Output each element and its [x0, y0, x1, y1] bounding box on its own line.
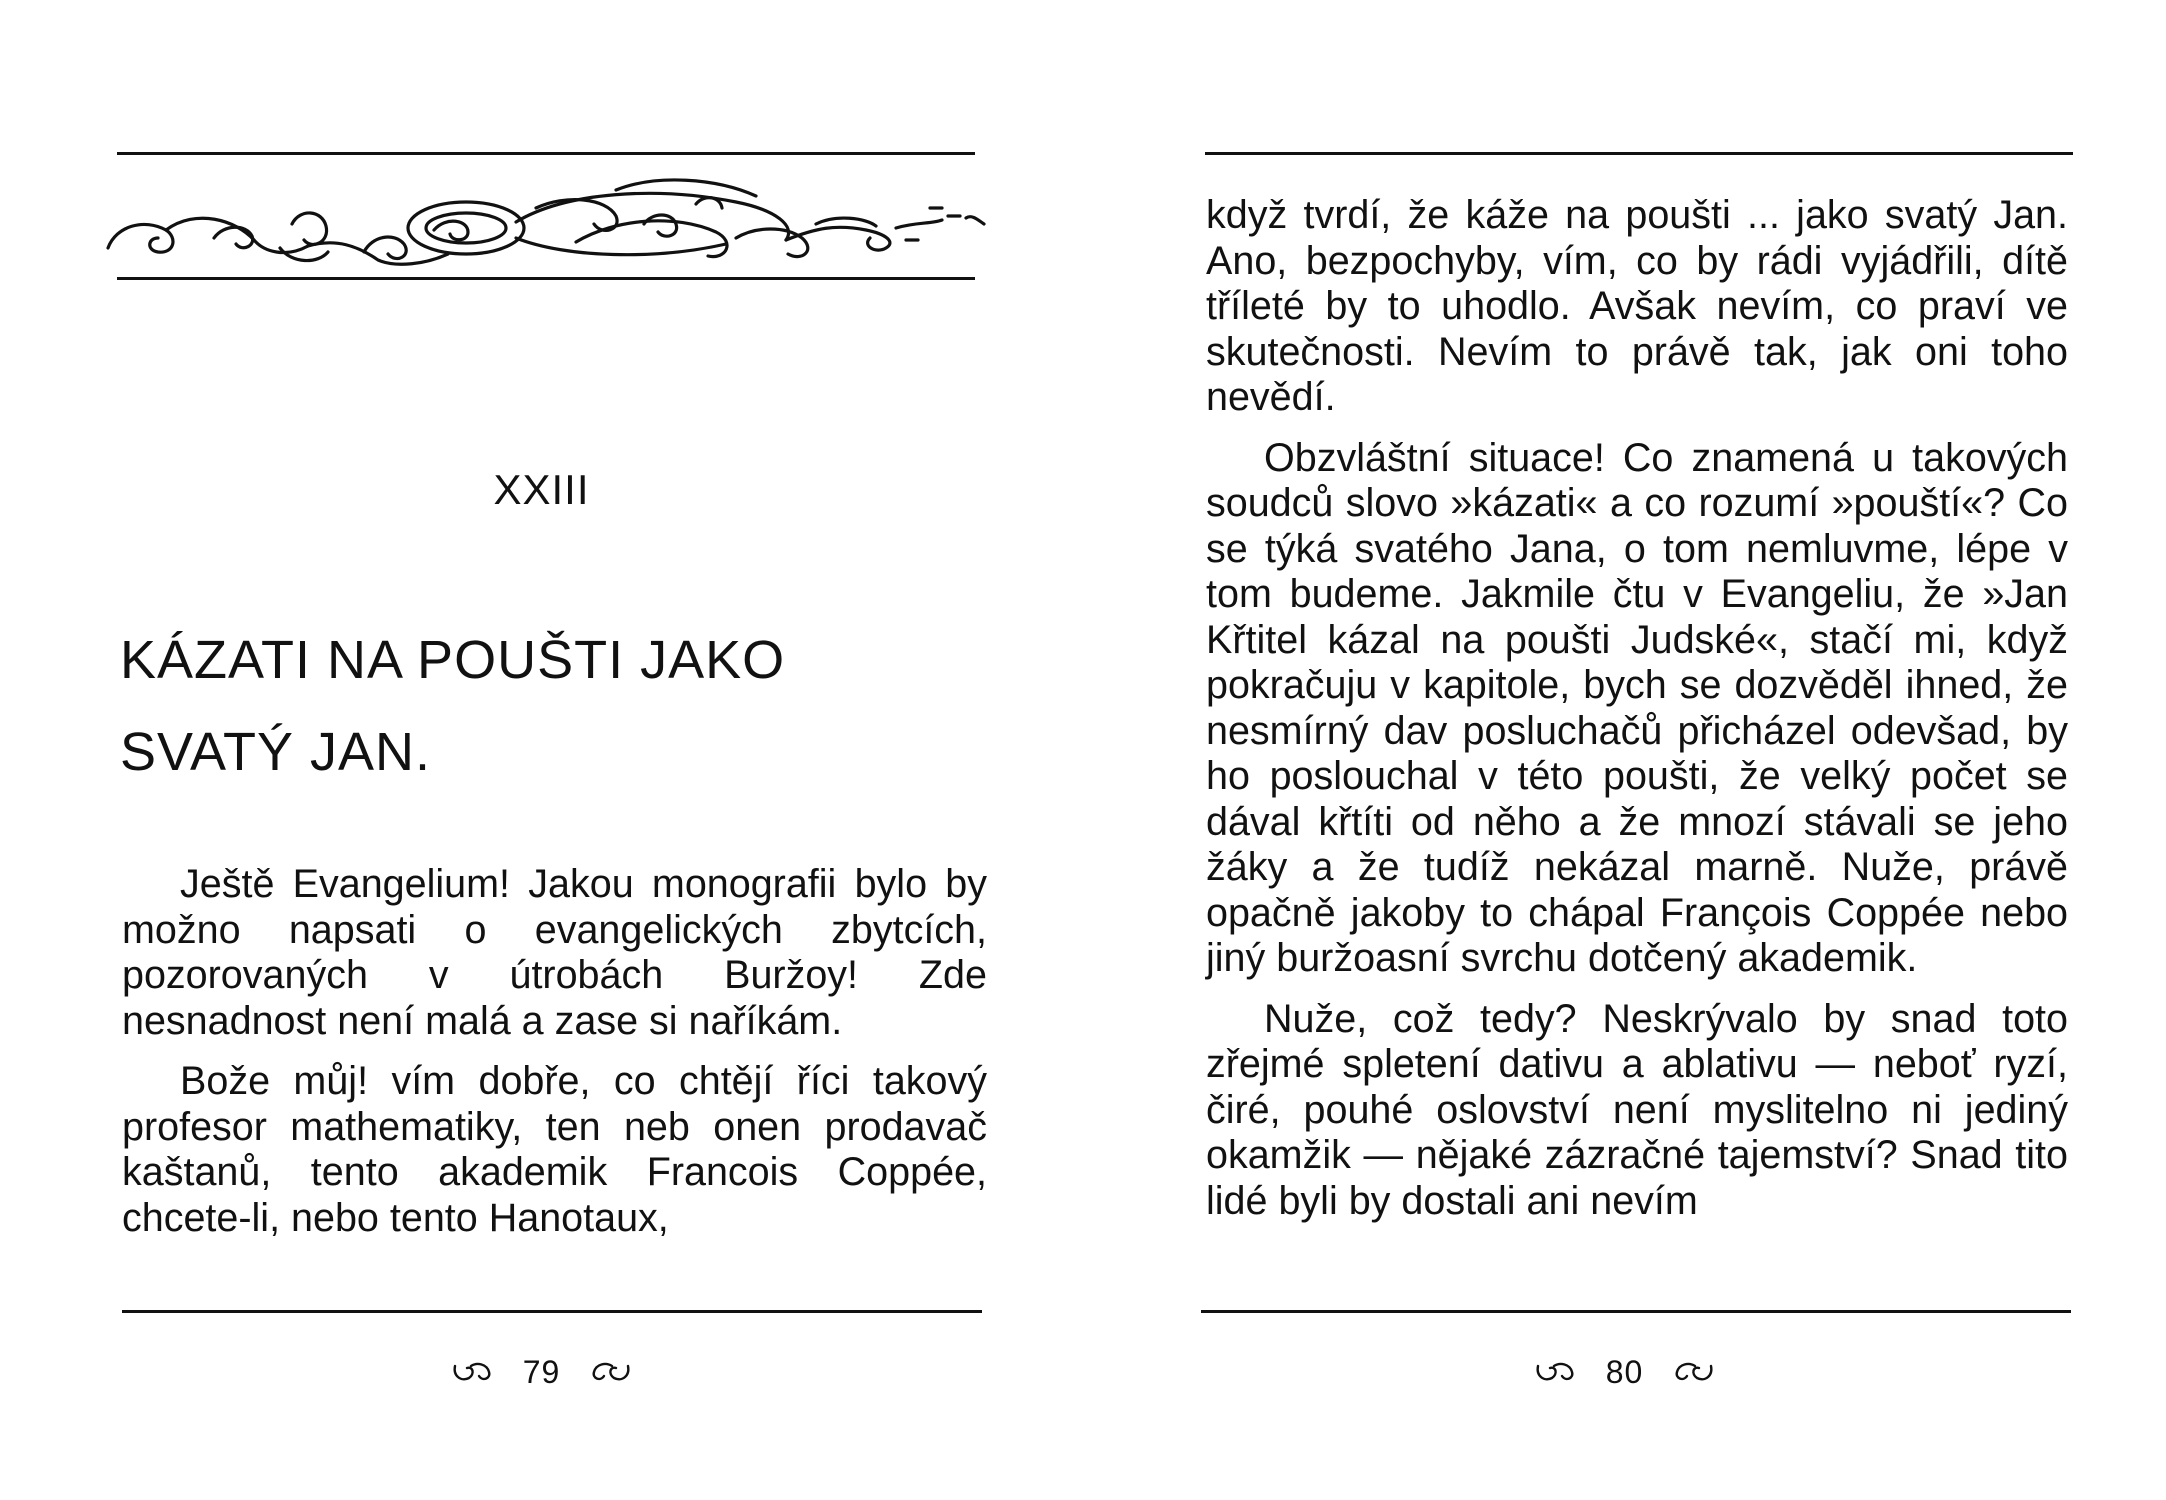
footer-rule	[122, 1310, 982, 1313]
page-footer	[0, 1352, 1083, 1391]
floral-vine-headpiece-icon	[96, 168, 986, 273]
right-page	[1083, 0, 2166, 1500]
paragraph: Ještě Evangelium! Jakou monografii bylo by možno napsati o evangelických zbytcích, pozorovaných v útrobách Buržoy! Zde nesnadnost není malá a zase si naříkám.	[122, 862, 987, 1043]
paragraph: Bože můj! vím dobře, co chtějí říci takový profesor mathematiky, ten neb onen prodavač kaštanů, tento akademik Francois Coppée, chcete-li, nebo tento Hanotaux,	[122, 1059, 987, 1240]
page-number: 80	[1605, 1354, 1644, 1391]
folio-ornament-left-icon	[1534, 1360, 1578, 1386]
page-number: 79	[522, 1354, 561, 1391]
header-rule	[1205, 152, 2073, 155]
chapter-title-line-2: SVATÝ JAN.	[120, 722, 432, 782]
folio-ornament-right-icon	[588, 1360, 632, 1386]
left-body-text	[122, 862, 987, 1241]
footer-rule	[1201, 1310, 2071, 1313]
chapter-number: XXIII	[493, 466, 590, 513]
page-footer	[1083, 1352, 2166, 1391]
paragraph: Obzvláštní situace! Co znamená u takových soudců slovo »kázati« a co rozumí »pouští«? Co se týká svatého Jana, o tom nemluvme, lépe v tom budeme. Jakmile čtu v Evangeliu, že »Jan Křtitel kázal na poušti Judské«, stačí mi, když pokračuju v kapitole, bych se dozvěděl ihned, že nesmírný dav posluchačů přicházel odevšad, by ho poslouchal v této poušti, že velký počet se dával křtíti od něho a že mnozí stávali se jeho žáky a že tudíž nekázal marně. Nuže, právě opačně jakoby to chápal François Coppée nebo jiný buržoasní svrchu dotčený akademik.	[1206, 435, 2068, 980]
right-body-text	[1206, 193, 2068, 1224]
folio-ornament-left-icon	[451, 1360, 495, 1386]
paragraph: Nuže, což tedy? Neskrývalo by snad toto zřejmé spletení dativu a ablativu — neboť ryzí, čiré, pouhé oslovství není myslitelno ni jediný okamžik — nějaké zázračné tajemství? Snad tito lidé byli by dostali ani nevím	[1206, 996, 2068, 1223]
chapter-title	[120, 614, 1000, 798]
chapter-title-line-1: KÁZATI NA POUŠTI JAKO	[120, 630, 786, 690]
folio-ornament-right-icon	[1671, 1360, 1715, 1386]
header-rule-bottom	[117, 277, 975, 280]
paragraph: když tvrdí, že káže na poušti ... jako svatý Jan. Ano, bezpochyby, vím, co by rádi vyjádřili, dítě tříleté by to uhodlo. Avšak nevím, co praví ve skutečnosti. Nevím to právě tak, jak oni toho nevědí.	[1206, 193, 2068, 419]
header-rule-top	[117, 152, 975, 155]
